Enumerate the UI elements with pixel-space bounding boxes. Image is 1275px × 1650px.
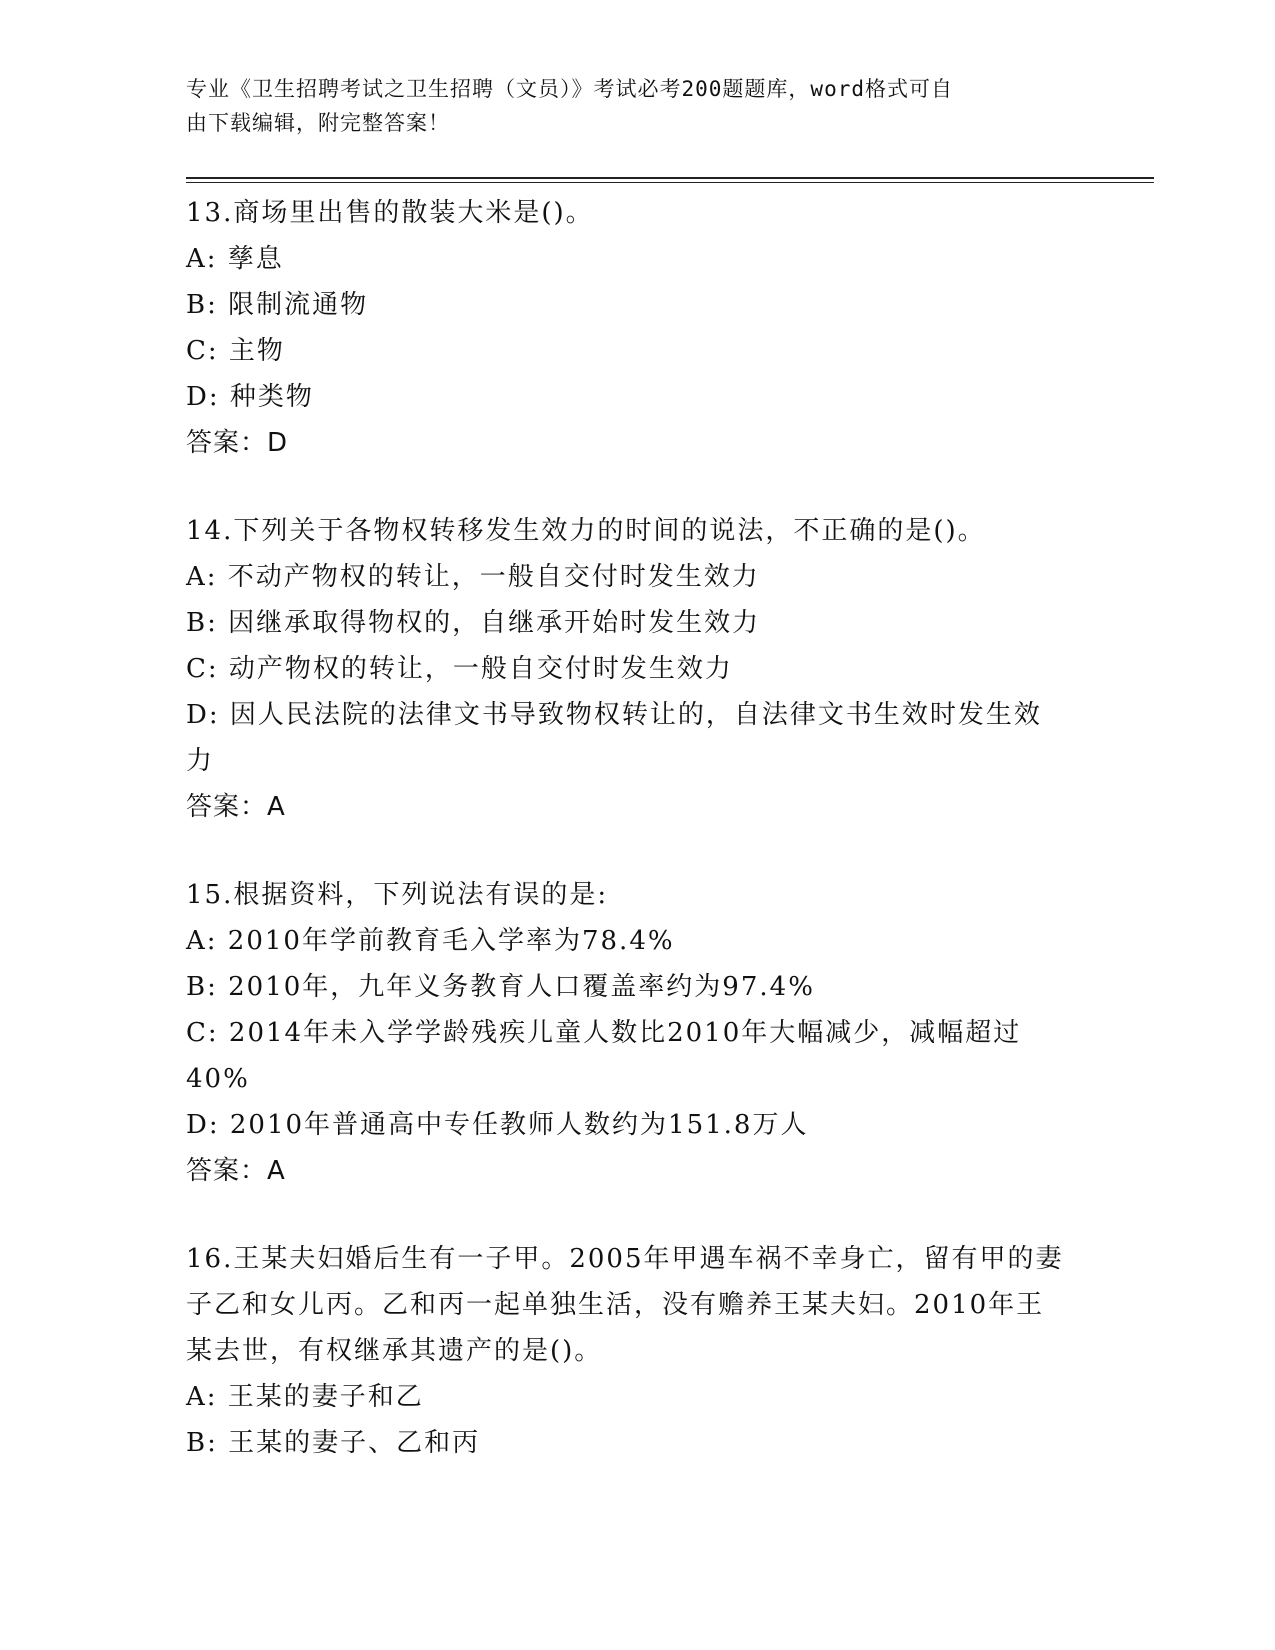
answer-option: C: 2014年未入学学龄残疾儿童人数比2010年大幅减少，减幅超过: [186, 1018, 1022, 1048]
answer-key: 答案：A: [186, 792, 286, 822]
question-stem: 13.商场里出售的散装大米是()。: [186, 198, 594, 228]
answer-key: 答案：A: [186, 1156, 286, 1186]
answer-option: B: 因继承取得物权的，自继承开始时发生效力: [186, 608, 761, 638]
answer-option: B: 王某的妻子、乙和丙: [186, 1428, 481, 1458]
answer-option: B: 限制流通物: [186, 290, 369, 320]
answer-option: C: 动产物权的转让，一般自交付时发生效力: [186, 654, 733, 684]
answer-option: D: 种类物: [186, 382, 314, 412]
question-block: [186, 190, 1086, 466]
answer-key: 答案：D: [186, 428, 289, 458]
header-divider-thick: [186, 177, 1154, 179]
question-block: [186, 508, 1086, 830]
answer-option: A: 王某的妻子和乙: [186, 1382, 424, 1412]
question-stem: 某去世，有权继承其遗产的是()。: [186, 1336, 603, 1366]
question-stem: 14.下列关于各物权转移发生效力的时间的说法，不正确的是()。: [186, 516, 986, 546]
answer-option: C: 主物: [186, 336, 285, 366]
header-line-2: 由下载编辑，附完整答案！: [186, 111, 450, 135]
answer-option: A: 孳息: [186, 244, 284, 274]
answer-option: D: 因人民法院的法律文书导致物权转让的，自法律文书生效时发生效: [186, 700, 1042, 730]
question-stem: 子乙和女儿丙。乙和丙一起单独生活，没有赡养王某夫妇。2010年王: [186, 1290, 1045, 1320]
answer-option: B: 2010年，九年义务教育人口覆盖率约为97.4%: [186, 972, 815, 1002]
question-block: [186, 1236, 1086, 1466]
header-divider-thin: [186, 182, 1154, 183]
header-line-1: 专业《卫生招聘考试之卫生招聘（文员）》考试必考200题题库，word格式可自: [186, 77, 953, 101]
answer-option: A: 2010年学前教育毛入学率为78.4%: [186, 926, 675, 956]
document-header: [186, 72, 1086, 140]
question-list: [186, 190, 1086, 1508]
question-block: [186, 872, 1086, 1194]
question-stem: 15.根据资料，下列说法有误的是:: [186, 880, 609, 910]
question-stem: 16.王某夫妇婚后生有一子甲。2005年甲遇车祸不幸身亡，留有甲的妻: [186, 1244, 1064, 1274]
answer-option: 40%: [186, 1064, 250, 1094]
answer-option: A: 不动产物权的转让，一般自交付时发生效力: [186, 562, 760, 592]
answer-option: D: 2010年普通高中专任教师人数约为151.8万人: [186, 1110, 809, 1140]
answer-option: 力: [186, 746, 215, 776]
